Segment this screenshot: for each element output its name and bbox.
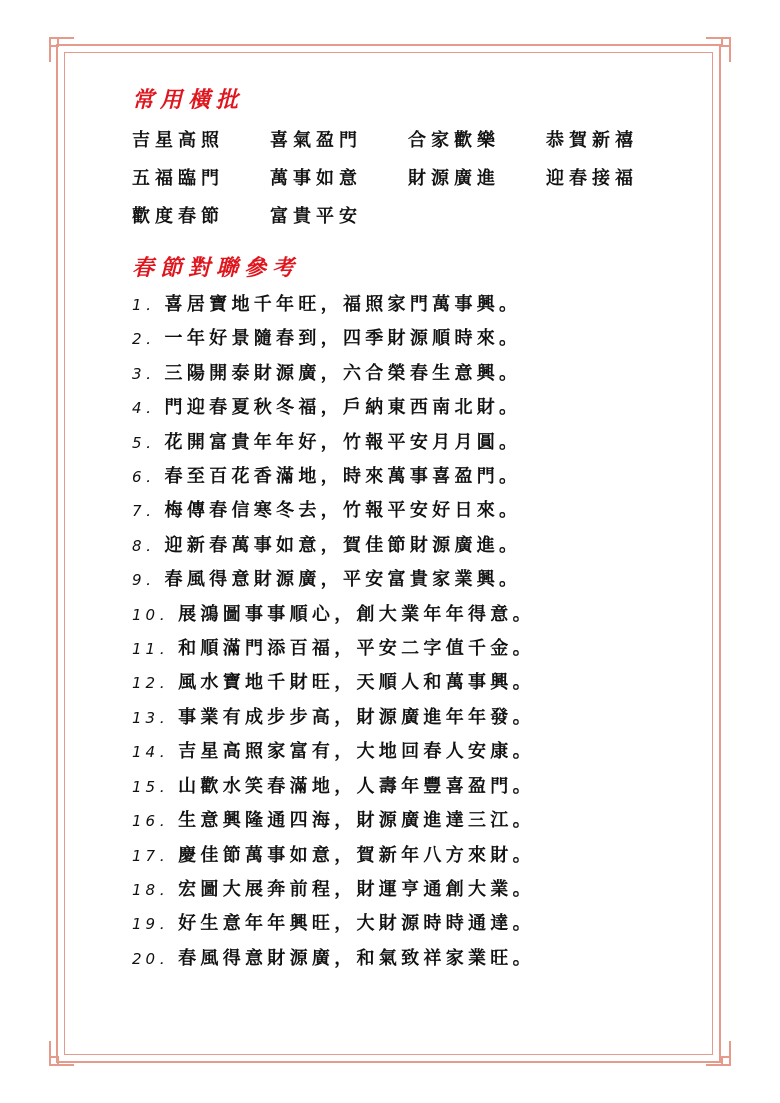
couplet-number: 5． bbox=[132, 433, 165, 452]
couplet-text: 春至百花香滿地，時來萬事喜盈門。 bbox=[164, 466, 522, 488]
couplet-text: 門迎春夏秋冬福，戶納東西南北財。 bbox=[164, 397, 522, 419]
couplet-line bbox=[132, 804, 692, 838]
horizontal-scroll-item: 歡度春節 bbox=[132, 206, 224, 227]
couplet-text: 山歡水笑春滿地，人壽年豐喜盈門。 bbox=[178, 775, 535, 797]
couplet-text: 和順滿門添百福，平安二字值千金。 bbox=[178, 638, 535, 660]
horizontal-scroll-item: 五福臨門 bbox=[132, 168, 224, 189]
horizontal-scroll-item: 吉星高照 bbox=[132, 130, 224, 151]
couplet-number: 10． bbox=[132, 605, 179, 624]
corner-ornament-top-left bbox=[48, 36, 74, 62]
couplet-text: 展鴻圖事事順心，創大業年年得意。 bbox=[178, 603, 535, 625]
couplet-number: 13． bbox=[132, 708, 179, 727]
couplet-text: 春風得意財源廣，平安富貴家業興。 bbox=[164, 569, 522, 591]
couplet-text: 梅傳春信寒冬去，竹報平安好日來。 bbox=[164, 500, 522, 522]
couplet-text: 春風得意財源廣，和氣致祥家業旺。 bbox=[178, 947, 535, 969]
couplet-number: 19． bbox=[132, 915, 179, 934]
couplet-line bbox=[132, 357, 692, 391]
horizontal-scroll-item: 富貴平安 bbox=[270, 206, 362, 227]
couplet-list bbox=[132, 288, 692, 976]
couplet-line bbox=[132, 426, 692, 460]
couplet-number: 8． bbox=[132, 536, 165, 555]
couplet-number: 3． bbox=[132, 364, 165, 383]
couplet-line bbox=[132, 598, 692, 632]
couplet-number: 14． bbox=[132, 743, 179, 762]
couplet-line bbox=[132, 942, 692, 976]
couplet-line bbox=[132, 494, 692, 528]
couplet-line bbox=[132, 288, 692, 322]
couplet-text: 吉星高照家富有，大地回春人安康。 bbox=[178, 741, 535, 763]
couplet-text: 生意興隆通四海，財源廣進達三江。 bbox=[178, 810, 535, 832]
horizontal-scroll-item: 喜氣盈門 bbox=[270, 130, 362, 151]
couplet-line bbox=[132, 770, 692, 804]
couplet-number: 15． bbox=[132, 777, 179, 796]
couplet-line bbox=[132, 391, 692, 425]
couplet-line bbox=[132, 322, 692, 356]
couplet-line bbox=[132, 563, 692, 597]
couplet-text: 好生意年年興旺，大財源時時通達。 bbox=[178, 913, 535, 935]
couplet-number: 18． bbox=[132, 880, 179, 899]
couplet-line bbox=[132, 735, 692, 769]
couplet-number: 7． bbox=[132, 502, 165, 521]
couplet-text: 一年好景隨春到，四季財源順時來。 bbox=[164, 328, 522, 350]
couplet-text: 慶佳節萬事如意，賀新年八方來財。 bbox=[178, 844, 535, 866]
couplet-number: 20． bbox=[132, 949, 179, 968]
couplet-number: 6． bbox=[132, 468, 165, 487]
horizontal-scroll-item: 恭賀新禧 bbox=[546, 130, 638, 151]
couplet-text: 喜居寶地千年旺，福照家門萬事興。 bbox=[164, 294, 522, 315]
couplet-text: 迎新春萬事如意，賀佳節財源廣進。 bbox=[164, 534, 522, 556]
couplet-number: 12． bbox=[132, 674, 179, 693]
couplet-text: 三陽開泰財源廣，六合榮春生意興。 bbox=[164, 362, 522, 384]
couplet-line bbox=[132, 907, 692, 941]
couplet-text: 事業有成步步高，財源廣進年年發。 bbox=[178, 706, 535, 728]
couplet-line bbox=[132, 873, 692, 907]
horizontal-scroll-item: 萬事如意 bbox=[270, 168, 362, 189]
corner-ornament-top-right bbox=[706, 36, 732, 62]
horizontal-scroll-title: 常用橫批 bbox=[132, 87, 245, 113]
horizontal-scroll-item: 迎春接福 bbox=[546, 168, 638, 189]
couplet-number: 11． bbox=[132, 640, 179, 659]
horizontal-scroll-list bbox=[132, 122, 692, 236]
couplet-line bbox=[132, 460, 692, 494]
couplet-text: 宏圖大展奔前程，財運亨通創大業。 bbox=[178, 878, 535, 900]
corner-ornament-bottom-right bbox=[706, 1041, 732, 1067]
couplet-number: 16． bbox=[132, 812, 179, 831]
couplet-number: 4． bbox=[132, 399, 165, 418]
couplet-line bbox=[132, 701, 692, 735]
couplet-line bbox=[132, 839, 692, 873]
couplet-number: 17． bbox=[132, 846, 179, 865]
corner-ornament-bottom-left bbox=[48, 1041, 74, 1067]
couplet-line bbox=[132, 529, 692, 563]
couplet-number: 1． bbox=[132, 296, 165, 314]
couplets-title: 春節對聯參考 bbox=[132, 255, 301, 281]
couplet-line bbox=[132, 632, 692, 666]
couplet-line bbox=[132, 666, 692, 700]
couplet-number: 9． bbox=[132, 571, 165, 590]
couplet-text: 風水寶地千財旺，天順人和萬事興。 bbox=[178, 672, 535, 694]
document-content bbox=[132, 82, 692, 976]
horizontal-scroll-item: 財源廣進 bbox=[408, 168, 500, 189]
couplet-text: 花開富貴年年好，竹報平安月月圓。 bbox=[164, 431, 522, 453]
couplet-number: 2． bbox=[132, 330, 165, 349]
horizontal-scroll-item: 合家歡樂 bbox=[408, 130, 500, 151]
